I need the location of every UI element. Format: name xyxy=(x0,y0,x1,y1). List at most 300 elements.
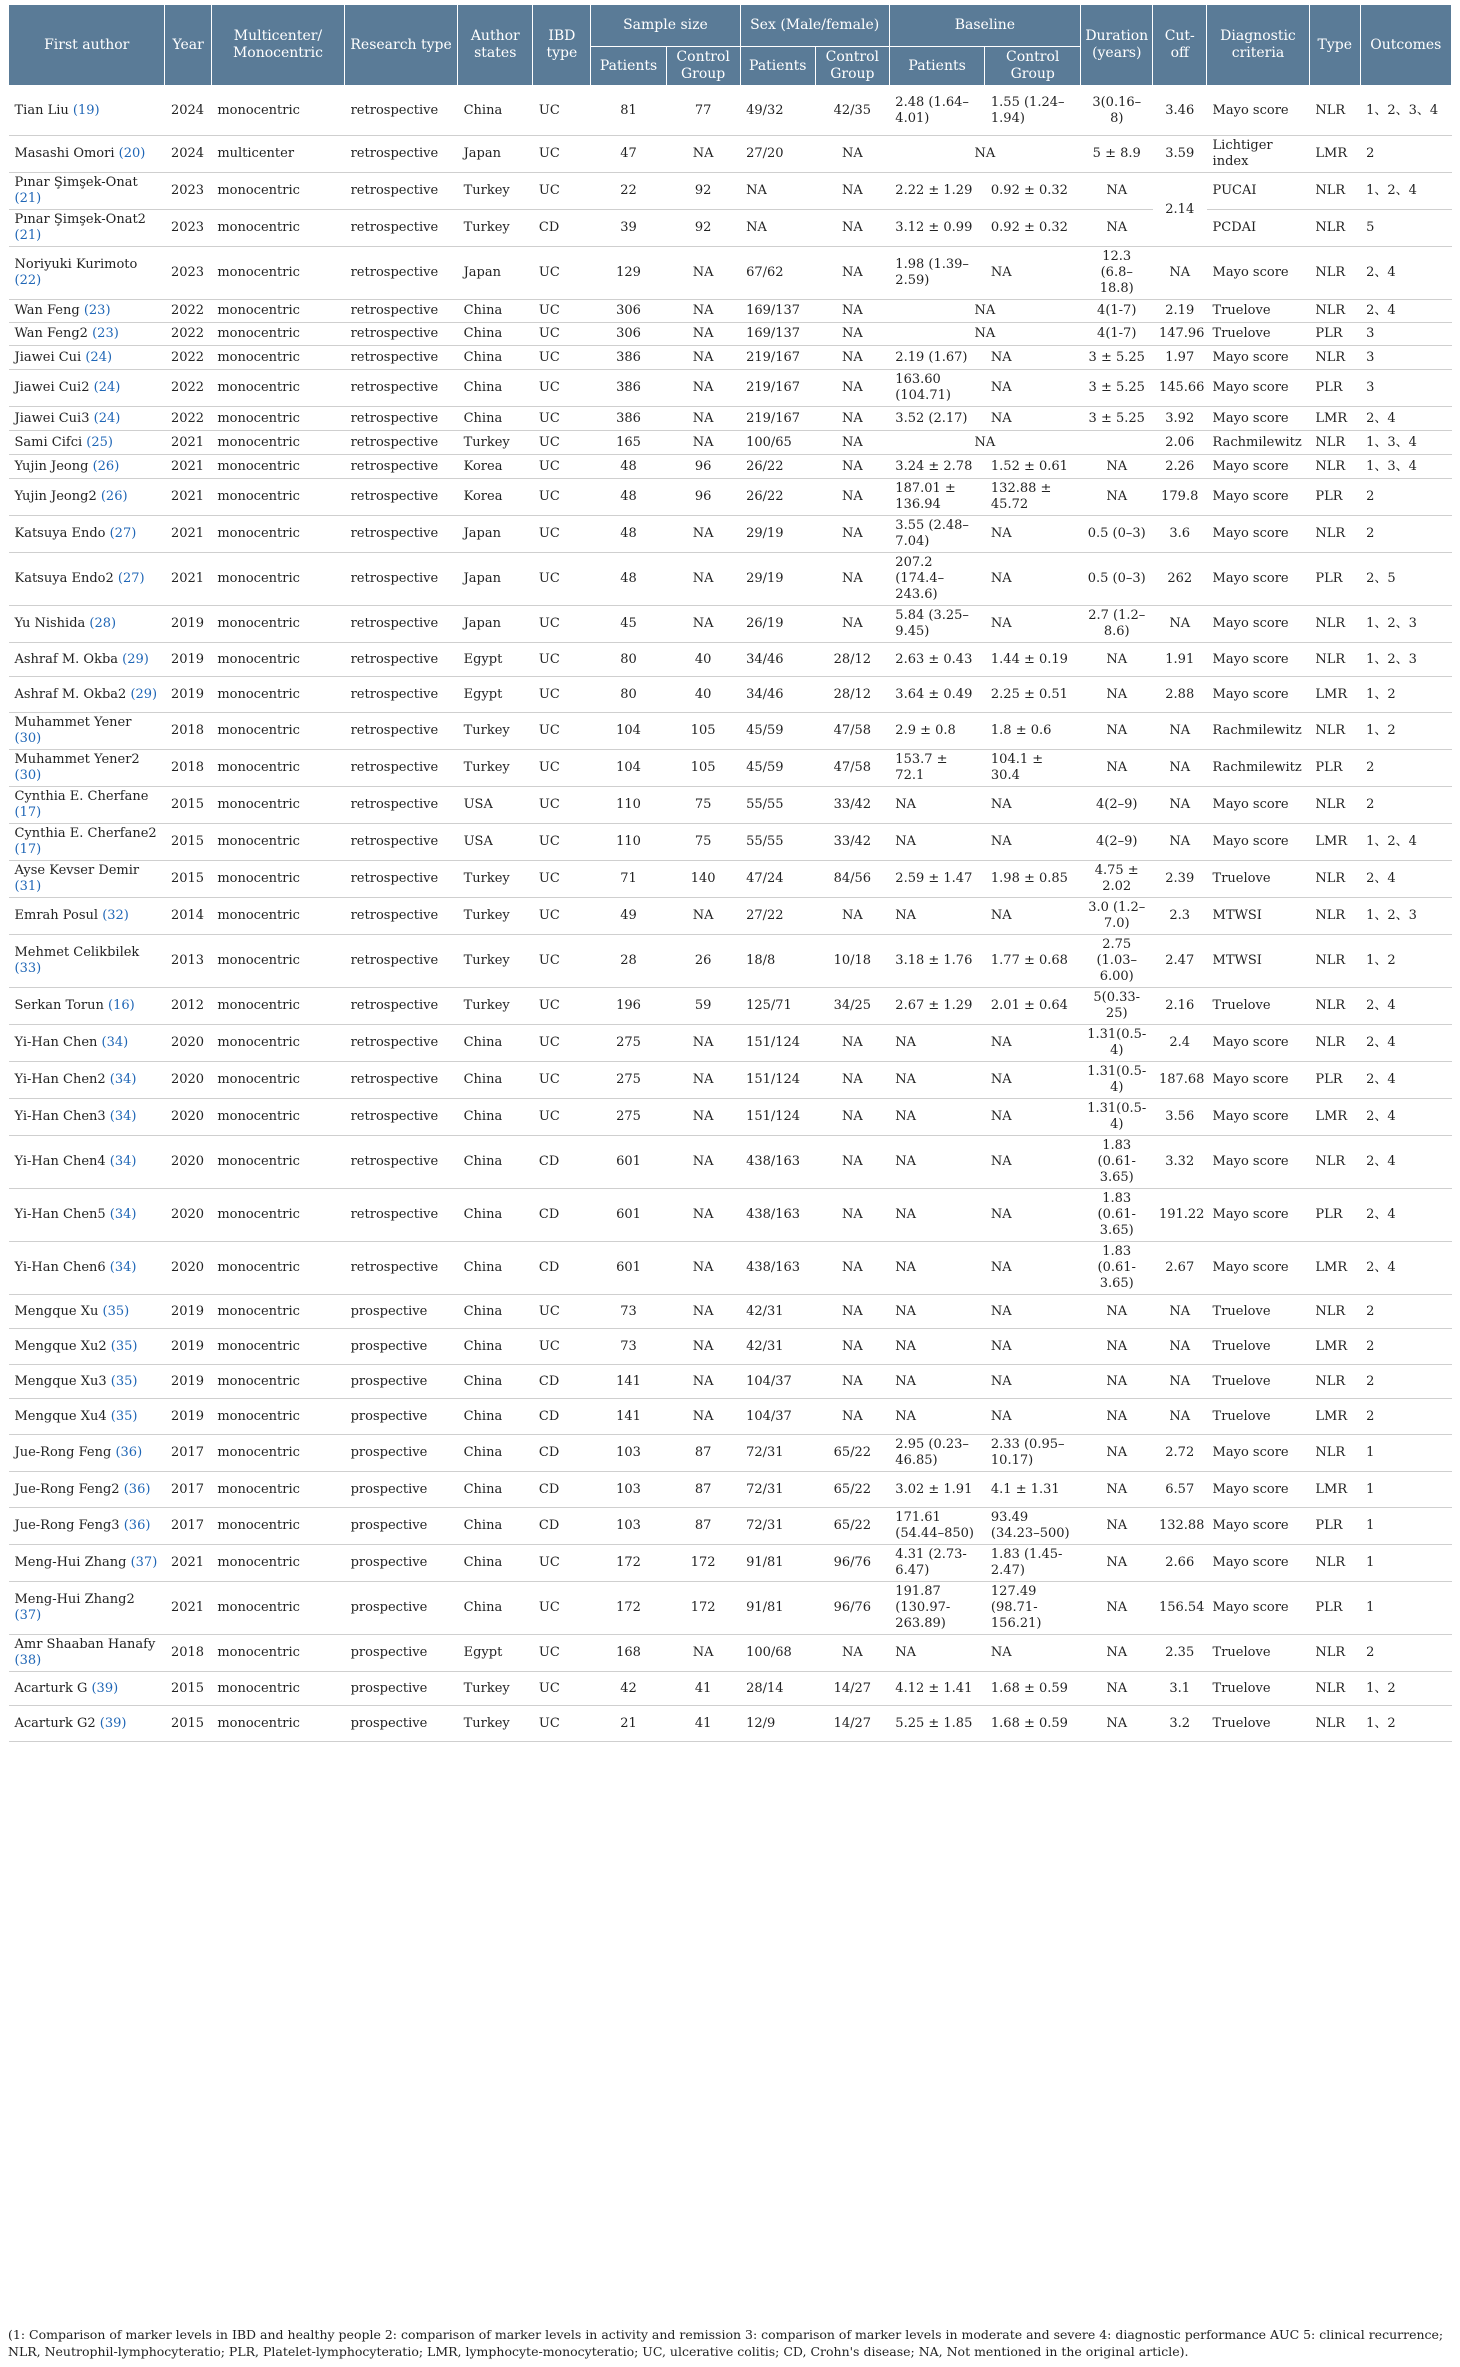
author-name: Meng-Hui Zhang2 xyxy=(14,1592,135,1607)
col-diagnostic-criteria: Diagnostic criteria xyxy=(1207,5,1310,86)
cell-research-type: retrospective xyxy=(345,824,458,861)
reference-link[interactable]: (24) xyxy=(85,349,113,365)
cell-diagnostic-criteria: Mayo score xyxy=(1207,1062,1310,1099)
reference-link[interactable]: (34) xyxy=(109,1109,137,1124)
cell-sex-control: NA xyxy=(815,1025,889,1062)
cell-first-author xyxy=(9,1399,165,1435)
cell-type: NLR xyxy=(1309,1295,1360,1329)
cell-duration: NA xyxy=(1081,1365,1153,1399)
cell-multicenter: monocentric xyxy=(211,1189,344,1242)
cell-diagnostic-criteria: Mayo score xyxy=(1207,1189,1310,1242)
cell-baseline: NA xyxy=(889,136,1080,173)
cell-outcomes: 1 xyxy=(1360,1582,1451,1635)
cell-sample-control: NA xyxy=(666,1295,740,1329)
table-row xyxy=(9,86,1452,136)
cell-first-author xyxy=(9,1706,165,1742)
author-name: Noriyuki Kurimoto xyxy=(14,257,138,272)
cell-multicenter: monocentric xyxy=(211,1545,344,1582)
reference-link[interactable]: (26) xyxy=(92,458,120,474)
cell-ibd-type: UC xyxy=(533,247,591,300)
cell-research-type: prospective xyxy=(345,1582,458,1635)
reference-link[interactable]: (36) xyxy=(115,1445,143,1460)
cell-sex-control: NA xyxy=(815,136,889,173)
table-row xyxy=(9,643,1452,677)
cell-sex-control: NA xyxy=(815,300,889,323)
cell-ibd-type: UC xyxy=(533,935,591,988)
cell-type: NLR xyxy=(1309,247,1360,300)
cell-cutoff: 2.47 xyxy=(1153,935,1207,988)
table-row xyxy=(9,988,1452,1025)
cell-multicenter: monocentric xyxy=(211,210,344,247)
cell-diagnostic-criteria: Mayo score xyxy=(1207,553,1310,606)
cell-duration: NA xyxy=(1081,750,1153,787)
cell-sample-control: 172 xyxy=(666,1545,740,1582)
reference-link[interactable]: (25) xyxy=(86,434,113,450)
cell-year: 2018 xyxy=(165,750,211,787)
reference-link[interactable]: (34) xyxy=(109,1154,137,1169)
cell-sample-control: 87 xyxy=(666,1472,740,1508)
cell-baseline-control: NA xyxy=(985,1189,1081,1242)
cell-baseline-control: NA xyxy=(985,407,1081,431)
author-name: Katsuya Endo2 xyxy=(14,571,114,586)
cell-type: NLR xyxy=(1309,173,1360,210)
cell-baseline-patients: 2.95 (0.23–46.85) xyxy=(889,1435,985,1472)
cell-baseline-patients: NA xyxy=(889,1136,985,1189)
cell-outcomes: 2 xyxy=(1360,787,1451,824)
cell-diagnostic-criteria: Mayo score xyxy=(1207,1545,1310,1582)
reference-link[interactable]: (37) xyxy=(14,1608,42,1623)
cell-sex-control: 96/76 xyxy=(815,1582,889,1635)
cell-cutoff: 2.72 xyxy=(1153,1435,1207,1472)
reference-link[interactable]: (17) xyxy=(14,842,42,857)
cell-multicenter: monocentric xyxy=(211,407,344,431)
cell-sex-control: NA xyxy=(815,370,889,407)
cell-duration: 5 ± 8.9 xyxy=(1081,136,1153,173)
cell-year: 2022 xyxy=(165,370,211,407)
reference-link[interactable]: (28) xyxy=(89,616,117,631)
cell-year: 2020 xyxy=(165,1062,211,1099)
cell-baseline-patients: 5.25 ± 1.85 xyxy=(889,1706,985,1742)
cell-sample-patients: 104 xyxy=(591,713,666,750)
table-row xyxy=(9,935,1452,988)
col-sex-control: Control Group xyxy=(815,47,889,86)
cell-baseline-control: 127.49 (98.71- 156.21) xyxy=(985,1582,1081,1635)
cell-cutoff: NA xyxy=(1153,247,1207,300)
cell-type: PLR xyxy=(1309,370,1360,407)
table-row xyxy=(9,1399,1452,1435)
cell-sample-patients: 168 xyxy=(591,1635,666,1672)
cell-sex-patients: 18/8 xyxy=(740,935,815,988)
cell-cutoff: 1.97 xyxy=(1153,346,1207,370)
cell-cutoff: 2.19 xyxy=(1153,300,1207,323)
reference-link[interactable]: (16) xyxy=(108,998,135,1013)
reference-link[interactable]: (21) xyxy=(14,191,42,206)
cell-first-author xyxy=(9,606,165,643)
cell-research-type: retrospective xyxy=(345,323,458,346)
cell-outcomes: 3 xyxy=(1360,323,1451,346)
reference-link[interactable]: (35) xyxy=(102,1303,130,1319)
cell-baseline-patients: 3.18 ± 1.76 xyxy=(889,935,985,988)
cell-sample-control: 96 xyxy=(666,479,740,516)
author-name: Meng-Hui Zhang xyxy=(14,1555,127,1570)
reference-link[interactable]: (32) xyxy=(102,908,129,923)
cell-research-type: retrospective xyxy=(345,1189,458,1242)
cell-sex-control: 84/56 xyxy=(815,861,889,898)
reference-link[interactable]: (29) xyxy=(122,651,149,667)
cell-diagnostic-criteria: Mayo score xyxy=(1207,1025,1310,1062)
cell-first-author xyxy=(9,455,165,479)
cell-type: NLR xyxy=(1309,1025,1360,1062)
reference-link[interactable]: (21) xyxy=(14,228,42,243)
cell-sex-patients: 104/37 xyxy=(740,1399,815,1435)
table-body xyxy=(9,86,1452,1742)
cell-duration: NA xyxy=(1081,479,1153,516)
cell-cutoff: 3.92 xyxy=(1153,407,1207,431)
reference-link[interactable]: (30) xyxy=(14,768,42,783)
cell-baseline-patients: NA xyxy=(889,1242,985,1295)
cell-baseline-patients: 5.84 (3.25–9.45) xyxy=(889,606,985,643)
cell-type: LMR xyxy=(1309,1472,1360,1508)
cell-sex-patients: 29/19 xyxy=(740,516,815,553)
cell-author-state: China xyxy=(458,1545,533,1582)
cell-first-author xyxy=(9,1025,165,1062)
cell-cutoff: 147.96 xyxy=(1153,323,1207,346)
cell-cutoff: 3.2 xyxy=(1153,1706,1207,1742)
cell-duration: NA xyxy=(1081,713,1153,750)
cell-sex-control: 10/18 xyxy=(815,935,889,988)
cell-sex-patients: 169/137 xyxy=(740,323,815,346)
cell-first-author xyxy=(9,1329,165,1365)
cell-sex-control: 28/12 xyxy=(815,677,889,713)
cell-cutoff: 3.59 xyxy=(1153,136,1207,173)
cell-sex-control: NA xyxy=(815,1242,889,1295)
cell-sex-patients: 100/65 xyxy=(740,431,815,455)
cell-duration xyxy=(1081,431,1153,455)
reference-link[interactable]: (35) xyxy=(110,1338,138,1354)
reference-link[interactable]: (39) xyxy=(91,1680,119,1696)
cell-baseline-control: 1.83 (1.45-2.47) xyxy=(985,1545,1081,1582)
cell-first-author xyxy=(9,1189,165,1242)
cell-ibd-type: UC xyxy=(533,988,591,1025)
reference-link[interactable]: (24) xyxy=(93,380,121,395)
cell-sex-patients: 72/31 xyxy=(740,1435,815,1472)
table-row xyxy=(9,1545,1452,1582)
cell-baseline-control: NA xyxy=(985,824,1081,861)
cell-sex-patients: 34/46 xyxy=(740,677,815,713)
cell-research-type: retrospective xyxy=(345,479,458,516)
author-name: Acarturk G2 xyxy=(14,1715,96,1731)
cell-outcomes: 1、2、3 xyxy=(1360,898,1451,935)
cell-duration: 12.3 (6.8–18.8) xyxy=(1081,247,1153,300)
cell-diagnostic-criteria: Mayo score xyxy=(1207,86,1310,136)
author-name: Pınar Şimşek-Onat xyxy=(14,175,138,190)
cell-research-type: retrospective xyxy=(345,300,458,323)
cell-baseline-patients: NA xyxy=(889,898,985,935)
reference-link[interactable]: (36) xyxy=(123,1481,151,1497)
cell-diagnostic-criteria: Mayo score xyxy=(1207,824,1310,861)
cell-baseline-patients: 3.24 ± 2.78 xyxy=(889,455,985,479)
cell-duration: 3(0.16–8) xyxy=(1081,86,1153,136)
cell-sample-control: NA xyxy=(666,1399,740,1435)
cell-sample-control: 105 xyxy=(666,750,740,787)
reference-link[interactable]: (17) xyxy=(14,805,42,820)
cell-sample-patients: 28 xyxy=(591,935,666,988)
cell-duration: NA xyxy=(1081,1635,1153,1672)
cell-baseline-patients: 3.55 (2.48–7.04) xyxy=(889,516,985,553)
reference-link[interactable]: (30) xyxy=(14,731,42,746)
cell-cutoff: 262 xyxy=(1153,553,1207,606)
cell-ibd-type: UC xyxy=(533,1635,591,1672)
table-row xyxy=(9,136,1452,173)
reference-link[interactable]: (29) xyxy=(130,686,158,702)
cell-author-state: China xyxy=(458,1062,533,1099)
reference-link[interactable]: (26) xyxy=(100,489,128,504)
cell-sample-patients: 42 xyxy=(591,1672,666,1706)
reference-link[interactable]: (19) xyxy=(72,102,100,118)
cell-duration: 1.83 (0.61-3.65) xyxy=(1081,1242,1153,1295)
cell-research-type: retrospective xyxy=(345,1242,458,1295)
cell-sample-control: NA xyxy=(666,346,740,370)
cell-type: NLR xyxy=(1309,713,1360,750)
cell-cutoff: 2.3 xyxy=(1153,898,1207,935)
cell-outcomes: 1、3、4 xyxy=(1360,431,1451,455)
cell-type: NLR xyxy=(1309,1545,1360,1582)
cell-duration: NA xyxy=(1081,643,1153,677)
cell-ibd-type: CD xyxy=(533,1508,591,1545)
reference-link[interactable]: (38) xyxy=(14,1653,42,1668)
cell-first-author xyxy=(9,553,165,606)
author-name: Jiawei Cui3 xyxy=(14,410,90,426)
cell-multicenter: monocentric xyxy=(211,1295,344,1329)
cell-diagnostic-criteria: Mayo score xyxy=(1207,1099,1310,1136)
table-row xyxy=(9,1706,1452,1742)
cell-baseline-control: NA xyxy=(985,1099,1081,1136)
cell-sex-patients: 151/124 xyxy=(740,1099,815,1136)
author-name: Yi-Han Chen5 xyxy=(14,1207,106,1222)
cell-research-type: retrospective xyxy=(345,407,458,431)
author-name: Pınar Şimşek-Onat2 xyxy=(14,212,146,227)
cell-author-state: Egypt xyxy=(458,643,533,677)
cell-type: LMR xyxy=(1309,407,1360,431)
cell-sample-control: 87 xyxy=(666,1508,740,1545)
cell-sex-patients: 12/9 xyxy=(740,1706,815,1742)
cell-author-state: China xyxy=(458,1472,533,1508)
cell-research-type: prospective xyxy=(345,1435,458,1472)
cell-cutoff: 2.06 xyxy=(1153,431,1207,455)
cell-year: 2015 xyxy=(165,1672,211,1706)
reference-link[interactable]: (24) xyxy=(93,410,121,426)
cell-sex-patients: 169/137 xyxy=(740,300,815,323)
reference-link[interactable]: (34) xyxy=(109,1207,137,1222)
cell-sample-control: 40 xyxy=(666,643,740,677)
cell-sex-control: 65/22 xyxy=(815,1472,889,1508)
reference-link[interactable]: (27) xyxy=(117,571,145,586)
col-sample-patients: Patients xyxy=(591,47,666,86)
cell-outcomes: 1、2 xyxy=(1360,713,1451,750)
reference-link[interactable]: (27) xyxy=(109,526,137,541)
cell-research-type: prospective xyxy=(345,1295,458,1329)
cell-ibd-type: UC xyxy=(533,1672,591,1706)
cell-baseline-control: 2.33 (0.95–10.17) xyxy=(985,1435,1081,1472)
cell-sample-patients: 48 xyxy=(591,553,666,606)
col-first-author: First author xyxy=(9,5,165,86)
cell-ibd-type: UC xyxy=(533,1099,591,1136)
table-row xyxy=(9,407,1452,431)
cell-year: 2019 xyxy=(165,606,211,643)
cell-baseline-control: NA xyxy=(985,1295,1081,1329)
author-name: Wan Feng xyxy=(14,303,80,318)
cell-first-author xyxy=(9,1582,165,1635)
cell-duration: 1.31(0.5-4) xyxy=(1081,1062,1153,1099)
cell-research-type: retrospective xyxy=(345,136,458,173)
cell-type: NLR xyxy=(1309,898,1360,935)
cell-sample-patients: 39 xyxy=(591,210,666,247)
cell-multicenter: monocentric xyxy=(211,1062,344,1099)
cell-sex-control: NA xyxy=(815,1329,889,1365)
cell-sample-control: NA xyxy=(666,1635,740,1672)
cell-diagnostic-criteria: Truelove xyxy=(1207,300,1310,323)
reference-link[interactable]: (35) xyxy=(110,1373,138,1389)
cell-author-state: Korea xyxy=(458,455,533,479)
cell-sex-patients: 219/167 xyxy=(740,370,815,407)
author-name: Cynthia E. Cherfane xyxy=(14,789,149,804)
cell-sex-patients: 45/59 xyxy=(740,750,815,787)
reference-link[interactable]: (37) xyxy=(130,1555,158,1570)
cell-year: 2019 xyxy=(165,643,211,677)
cell-multicenter: monocentric xyxy=(211,1025,344,1062)
cell-sex-control: NA xyxy=(815,516,889,553)
cell-baseline-patients: NA xyxy=(889,1189,985,1242)
reference-link[interactable]: (31) xyxy=(14,879,42,894)
reference-link[interactable]: (35) xyxy=(110,1408,138,1424)
col-cutoff: Cut-off xyxy=(1153,5,1207,86)
reference-link[interactable]: (39) xyxy=(99,1715,127,1731)
cell-author-state: Japan xyxy=(458,553,533,606)
reference-link[interactable]: (23) xyxy=(83,303,111,318)
cell-author-state: Turkey xyxy=(458,750,533,787)
cell-sex-patients: 26/22 xyxy=(740,455,815,479)
cell-sample-control: NA xyxy=(666,1099,740,1136)
cell-research-type: retrospective xyxy=(345,1062,458,1099)
cell-sample-patients: 196 xyxy=(591,988,666,1025)
table-row xyxy=(9,1365,1452,1399)
author-name: Acarturk G xyxy=(14,1680,88,1696)
cell-outcomes: 5 xyxy=(1360,210,1451,247)
cell-sample-patients: 45 xyxy=(591,606,666,643)
cell-year: 2021 xyxy=(165,455,211,479)
cell-sample-patients: 103 xyxy=(591,1508,666,1545)
table-row xyxy=(9,455,1452,479)
cell-first-author xyxy=(9,247,165,300)
reference-link[interactable]: (33) xyxy=(14,961,42,976)
cell-first-author xyxy=(9,323,165,346)
cell-baseline-patients: 2.19 (1.67) xyxy=(889,346,985,370)
cell-sample-control: NA xyxy=(666,606,740,643)
cell-type: NLR xyxy=(1309,346,1360,370)
cell-sex-patients: 29/19 xyxy=(740,553,815,606)
table-row xyxy=(9,861,1452,898)
cell-cutoff: NA xyxy=(1153,606,1207,643)
cell-cutoff: 145.66 xyxy=(1153,370,1207,407)
cell-sex-control: NA xyxy=(815,210,889,247)
cell-research-type: retrospective xyxy=(345,861,458,898)
reference-link[interactable]: (22) xyxy=(14,273,42,288)
cell-first-author xyxy=(9,1062,165,1099)
author-name: Amr Shaaban Hanafy xyxy=(14,1637,156,1652)
cell-year: 2017 xyxy=(165,1472,211,1508)
reference-link[interactable]: (36) xyxy=(123,1518,151,1533)
table-row xyxy=(9,1435,1452,1472)
cell-sample-control: NA xyxy=(666,136,740,173)
cell-type: NLR xyxy=(1309,988,1360,1025)
cell-sample-patients: 386 xyxy=(591,370,666,407)
cell-baseline: NA xyxy=(889,300,1080,323)
cell-baseline-patients: 3.12 ± 0.99 xyxy=(889,210,985,247)
cell-ibd-type: UC xyxy=(533,455,591,479)
reference-link[interactable]: (34) xyxy=(109,1260,137,1275)
table-row xyxy=(9,173,1452,210)
cell-diagnostic-criteria: Truelove xyxy=(1207,1672,1310,1706)
cell-year: 2020 xyxy=(165,1189,211,1242)
cell-sex-control: 14/27 xyxy=(815,1706,889,1742)
cell-sex-control: 47/58 xyxy=(815,713,889,750)
cell-sample-control: 41 xyxy=(666,1672,740,1706)
author-name: Muhammet Yener xyxy=(14,715,132,730)
cell-outcomes: 1、2、4 xyxy=(1360,173,1451,210)
reference-link[interactable]: (34) xyxy=(101,1035,129,1050)
cell-author-state: Turkey xyxy=(458,210,533,247)
cell-baseline-patients: 2.59 ± 1.47 xyxy=(889,861,985,898)
cell-cutoff: NA xyxy=(1153,1399,1207,1435)
cell-diagnostic-criteria: Truelove xyxy=(1207,1365,1310,1399)
cell-diagnostic-criteria: Mayo score xyxy=(1207,677,1310,713)
author-name: Sami Cifci xyxy=(14,434,83,450)
cell-multicenter: monocentric xyxy=(211,898,344,935)
cell-type: NLR xyxy=(1309,516,1360,553)
cell-research-type: retrospective xyxy=(345,935,458,988)
cell-outcomes: 2、4 xyxy=(1360,1025,1451,1062)
reference-link[interactable]: (34) xyxy=(109,1072,137,1087)
cell-sex-control: NA xyxy=(815,1399,889,1435)
cell-author-state: China xyxy=(458,346,533,370)
cell-author-state: USA xyxy=(458,787,533,824)
cell-diagnostic-criteria: Mayo score xyxy=(1207,1472,1310,1508)
cell-year: 2022 xyxy=(165,300,211,323)
cell-baseline-control: NA xyxy=(985,787,1081,824)
cell-baseline-control: 104.1 ± 30.4 xyxy=(985,750,1081,787)
cell-outcomes: 1、2、3 xyxy=(1360,643,1451,677)
cell-outcomes: 1、2 xyxy=(1360,1706,1451,1742)
cell-ibd-type: UC xyxy=(533,898,591,935)
author-name: Emrah Posul xyxy=(14,908,99,923)
cell-outcomes: 2 xyxy=(1360,1365,1451,1399)
reference-link[interactable]: (20) xyxy=(118,146,146,161)
cell-year: 2020 xyxy=(165,1242,211,1295)
cell-duration: NA xyxy=(1081,1545,1153,1582)
cell-first-author xyxy=(9,750,165,787)
cell-year: 2018 xyxy=(165,1635,211,1672)
cell-baseline-patients: NA xyxy=(889,1399,985,1435)
table-footnote: (1: Comparison of marker levels in IBD and healthy people 2: comparison of marker levels in activity and remission 3: comparison of marker levels in moderate and severe 4: diagnostic performance AUC 5: clinical recurrence; NLR, Neutrophil-lymphocyteratio; PLR, Platelet-lymphocyteratio; LMR, lymphocyte-monocyteratio; UC, ulcerative colitis; CD, Crohn's disease; NA, Not mentioned in the original article). xyxy=(8,2327,1444,2359)
cell-ibd-type: UC xyxy=(533,553,591,606)
reference-link[interactable]: (23) xyxy=(92,326,119,341)
cell-sex-control: NA xyxy=(815,1365,889,1399)
cell-ibd-type: UC xyxy=(533,606,591,643)
col-ibd-type: IBD type xyxy=(533,5,591,86)
cell-diagnostic-criteria: Rachmilewitz xyxy=(1207,713,1310,750)
cell-duration: NA xyxy=(1081,677,1153,713)
cell-research-type: retrospective xyxy=(345,210,458,247)
